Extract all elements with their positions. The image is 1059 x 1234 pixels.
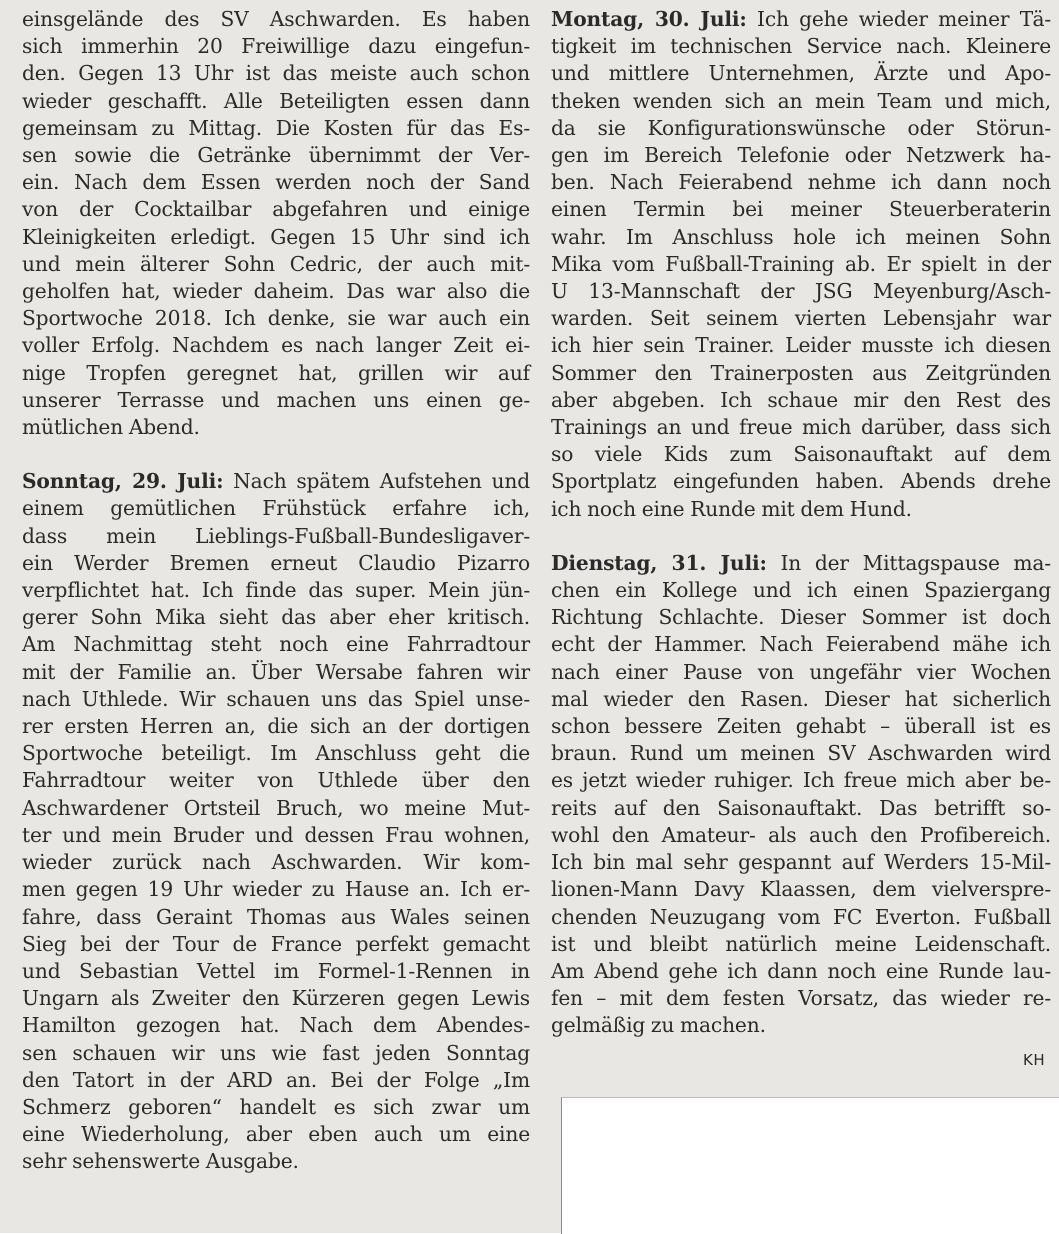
text-line: fahre, dass Geraint Thomas aus Wales seinen (22, 904, 530, 929)
text-line: mal wieder den Rasen. Dieser hat sicherlich (551, 686, 1051, 711)
text-line: echt der Hammer. Nach Feierabend mähe ich (551, 632, 1051, 657)
text-line: gen im Bereich Telefonie oder Netzwerk ha- (551, 143, 1051, 168)
text-line: nach einer Pause von ungefähr vier Wochen (551, 659, 1051, 684)
text-line: Trainings an und freue mich darüber, dass sich (551, 415, 1051, 440)
text-line: nige Tropfen geregnet hat, grillen wir auf (22, 360, 530, 385)
text-line: Kleinigkeiten erledigt. Gegen 15 Uhr sind ich (22, 224, 530, 249)
text-line: einsgelände des SV Aschwarden. Es haben (22, 7, 530, 31)
text-line: wieder zurück nach Aschwarden. Wir kom- (22, 850, 530, 875)
text-line: Ich bin mal sehr gespannt auf Werders 15-Mil- (551, 850, 1051, 875)
text-line: Am Nachmittag steht noch eine Fahrradtour (22, 632, 530, 657)
sunday-heading: Sonntag, 29. Juli: (22, 469, 224, 494)
text-line: ein Werder Bremen erneut Claudio Pizarro (22, 550, 530, 575)
text-line: ist und bleibt natürlich meine Leidenschaft. (551, 931, 1051, 956)
text-line: Aschwardener Ortsteil Bruch, wo meine Mut- (22, 795, 530, 820)
tuesday-first-line: In der Mittagspause ma- (766, 550, 1051, 575)
blank-area (561, 1097, 1059, 1234)
text-line: geholfen hat, wieder daheim. Das war also die (22, 279, 530, 304)
text-line: sehr sehenswerte Ausgabe. (22, 1149, 299, 1174)
text-line: Sportwoche 2018. Ich denke, sie war auch ein (22, 306, 530, 331)
text-line: und Sebastian Vettel im Formel-1-Rennen in (22, 958, 530, 983)
text-line: Sieg bei der Tour de France perfekt gemacht (22, 931, 530, 956)
text-line: fen – mit dem festen Vorsatz, das wieder re- (551, 986, 1051, 1011)
text-line: men gegen 19 Uhr wieder zu Hause an. Ich er- (22, 877, 530, 902)
text-line: gelmäßig zu machen. (551, 1013, 766, 1038)
text-line: ich hier sein Trainer. Leider musste ich diesen (551, 333, 1051, 358)
text-line: mit der Familie an. Über Wersabe fahren wir (22, 659, 530, 684)
text-line: chenden Neuzugang vom FC Everton. Fußball (551, 904, 1051, 929)
text-line: nach Uthlede. Wir schauen uns das Spiel unse- (22, 686, 530, 711)
text-line: sich immerhin 20 Freiwillige dazu eingefun- (22, 34, 530, 59)
text-line: verpflichtet hat. Ich finde das super. Mein jün- (22, 578, 530, 603)
right-column (551, 6, 1051, 1040)
tuesday-paragraph (551, 550, 1051, 1040)
text-line: sen sowie die Getränke übernimmt der Ver- (22, 143, 530, 168)
text-line: theken wenden sich an mein Team und mich, (551, 88, 1051, 113)
text-line: eine Wiederholung, aber eben auch um eine (22, 1122, 530, 1147)
text-line: warden. Seit seinem vierten Lebensjahr war (551, 306, 1051, 331)
text-line: ter und mein Bruder und dessen Frau wohnen, (22, 822, 530, 847)
text-line: wohl den Amateur- als auch den Profibereich. (551, 822, 1051, 847)
intro-paragraph (22, 6, 530, 441)
monday-paragraph (551, 6, 1051, 523)
left-column (22, 6, 530, 1176)
monday-heading: Montag, 30. Juli: (551, 7, 747, 31)
monday-first-line: Ich gehe wieder meiner Tä- (746, 7, 1051, 31)
text-line: gemeinsam zu Mittag. Die Kosten für das Es- (22, 115, 530, 140)
text-line: Hamilton gezogen hat. Nach dem Abendes- (22, 1013, 530, 1038)
text-line: chen ein Kollege und ich einen Spaziergang (551, 578, 1051, 603)
text-line: braun. Rund um meinen SV Aschwarden wird (551, 741, 1051, 766)
text-line: U 13-Mannschaft der JSG Meyenburg/Asch- (551, 279, 1051, 304)
text-line: rer ersten Herren an, die sich an der dortigen (22, 714, 530, 739)
text-line: lionen-Mann Davy Klaassen, dem vielverspre- (551, 877, 1051, 902)
text-line: wahr. Im Anschluss hole ich meinen Sohn (551, 224, 1051, 249)
text-line: Sommer den Trainerposten aus Zeitgründen (551, 360, 1051, 385)
text-line: sen schauen wir uns wie fast jeden Sonntag (22, 1040, 530, 1065)
text-line: Sportplatz eingefunden haben. Abends drehe (551, 469, 1051, 494)
text-line: mütlichen Abend. (22, 415, 200, 440)
text-line: ich noch eine Runde mit dem Hund. (551, 496, 912, 521)
text-line (22, 468, 530, 495)
text-line: und mein älterer Sohn Cedric, der auch mit- (22, 251, 530, 276)
text-line (551, 550, 1051, 577)
text-line: Schmerz geboren“ handelt es sich zwar um (22, 1094, 530, 1119)
text-line: ein. Nach dem Essen werden noch der Sand (22, 170, 530, 195)
text-line: unserer Terrasse und machen uns einen ge- (22, 387, 530, 412)
text-line: und mittlere Unternehmen, Ärzte und Apo- (551, 61, 1051, 86)
text-line: da sie Konfigurationswünsche oder Störun- (551, 115, 1051, 140)
text-line: den Tatort in der ARD an. Bei der Folge „Im (22, 1067, 530, 1092)
text-line: tigkeit im technischen Service nach. Kleinere (551, 34, 1051, 59)
text-line: Richtung Schlachte. Dieser Sommer ist doch (551, 605, 1051, 630)
author-initials: KH (1023, 1051, 1046, 1069)
text-line: reits auf den Saisonauftakt. Das betrifft so- (551, 795, 1051, 820)
sunday-paragraph (22, 468, 530, 1175)
text-line: schon bessere Zeiten gehabt – überall ist es (551, 714, 1051, 739)
text-line: den. Gegen 13 Uhr ist das meiste auch schon (22, 61, 530, 86)
text-line: Sportwoche beteiligt. Im Anschluss geht die (22, 741, 530, 766)
text-line: aber abgeben. Ich schaue mir den Rest des (551, 387, 1051, 412)
text-line (551, 6, 1051, 33)
tuesday-heading: Dienstag, 31. Juli: (551, 550, 767, 575)
paragraph-gap (22, 441, 530, 468)
sunday-first-line: Nach spätem Aufstehen und (223, 469, 530, 494)
text-line: Fahrradtour weiter von Uthlede über den (22, 768, 530, 793)
text-line: Ungarn als Zweiter den Kürzeren gegen Lewis (22, 986, 530, 1011)
text-line: ben. Nach Feierabend nehme ich dann noch (551, 170, 1051, 195)
paragraph-gap (551, 523, 1051, 550)
text-line: voller Erfolg. Nachdem es nach langer Zeit ei- (22, 333, 530, 358)
text-line: es jetzt wieder ruhiger. Ich freue mich aber be- (551, 768, 1051, 793)
text-line: Am Abend gehe ich dann noch eine Runde lau- (551, 958, 1051, 983)
text-line: von der Cocktailbar abgefahren und einige (22, 197, 530, 222)
text-line: wieder geschafft. Alle Beteiligten essen dann (22, 88, 530, 113)
text-line: gerer Sohn Mika sieht das aber eher kritisch. (22, 605, 530, 630)
text-line: dass mein Lieblings-Fußball-Bundesligaver- (22, 523, 530, 548)
text-line: einem gemütlichen Frühstück erfahre ich, (22, 496, 530, 521)
text-line: einen Termin bei meiner Steuerberaterin (551, 197, 1051, 222)
text-line: so viele Kids zum Saisonauftakt auf dem (551, 442, 1051, 467)
text-line: Mika vom Fußball-Training ab. Er spielt in der (551, 251, 1051, 276)
